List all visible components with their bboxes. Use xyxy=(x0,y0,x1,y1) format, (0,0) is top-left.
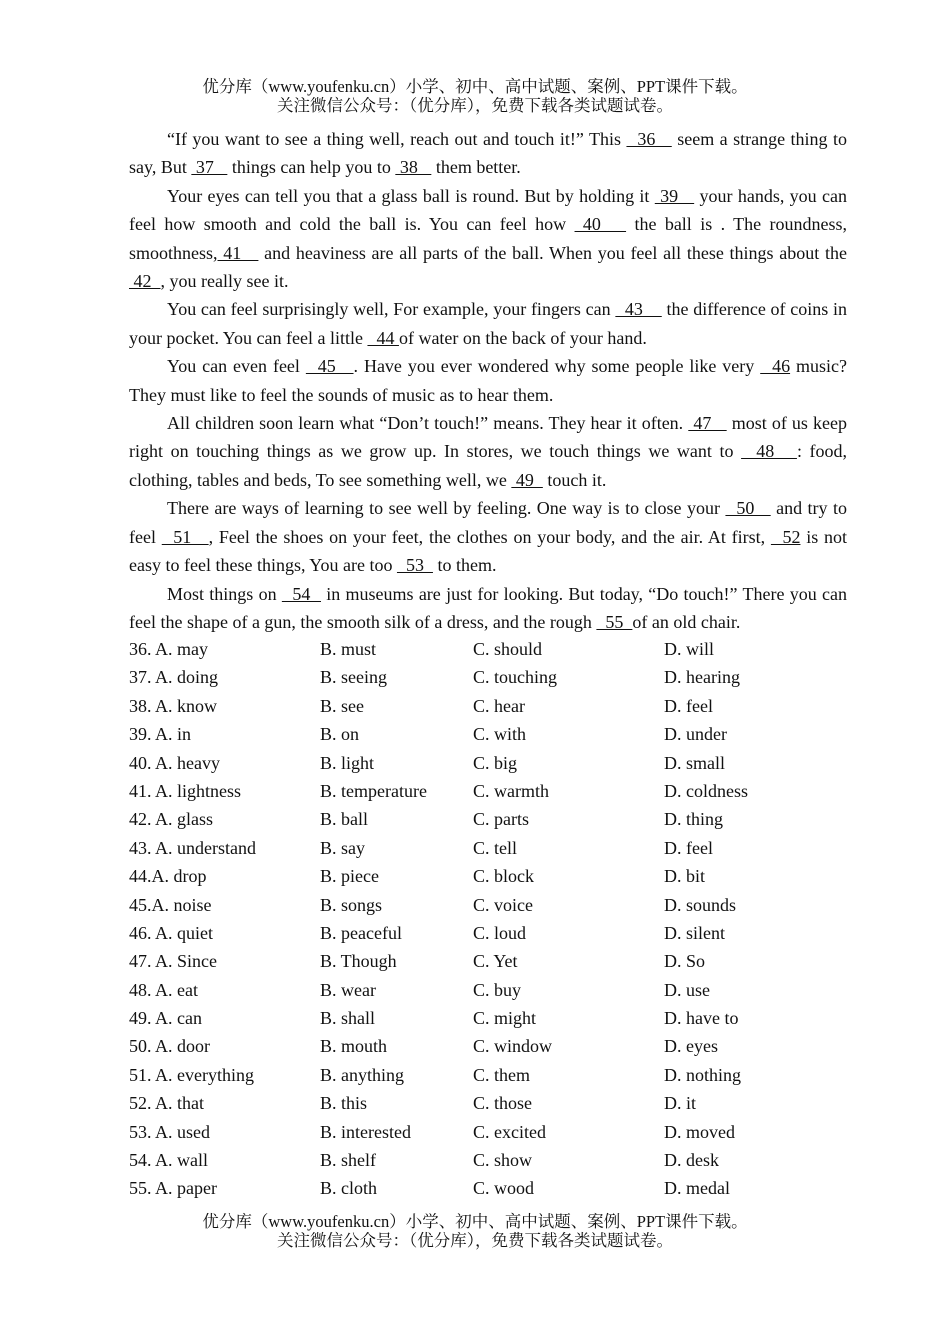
blank-number: 48 xyxy=(741,441,797,462)
option-d: D. feel xyxy=(664,837,713,858)
blank-number: 50 xyxy=(725,498,771,519)
option-d: D. have to xyxy=(664,1008,739,1029)
option-b: B. say xyxy=(320,837,365,858)
blank-number: 40 xyxy=(574,214,627,235)
passage-paragraph xyxy=(129,580,847,637)
option-d: D. nothing xyxy=(664,1064,742,1085)
passage-text: your hands, you can feel how smooth and cold the ball is. You can feel how xyxy=(129,185,847,235)
blank-number: 46 xyxy=(760,356,791,377)
option-c: C. might xyxy=(473,1008,537,1029)
passage-text: . Have you ever wondered why some people like very xyxy=(353,356,761,377)
blank-number: 45 xyxy=(305,356,354,377)
option-a: 54. A. wall xyxy=(129,1150,208,1171)
option-d: D. hearing xyxy=(664,667,740,688)
option-a: 46. A. quiet xyxy=(129,922,213,943)
option-a: 55. A. paper xyxy=(129,1178,217,1199)
option-d: D. sounds xyxy=(664,894,737,915)
page-header xyxy=(0,77,950,115)
passage-text: things can help you to xyxy=(227,157,396,178)
option-a: 40. A. heavy xyxy=(129,752,220,773)
passage-text: , Feel the shoes on your feet, the clothes on your body, and the air. At first, xyxy=(208,526,771,547)
option-b: B. this xyxy=(320,1093,368,1114)
option-b: B. anything xyxy=(320,1064,404,1085)
option-c: C. Yet xyxy=(473,951,518,972)
blank-number: 39 xyxy=(654,185,695,206)
option-row xyxy=(129,891,847,919)
passage-paragraph xyxy=(129,409,847,494)
option-c: C. big xyxy=(473,752,518,773)
option-a: 37. A. doing xyxy=(129,667,219,688)
blank-number: 47 xyxy=(688,413,727,434)
option-row xyxy=(129,777,847,805)
option-b: B. on xyxy=(320,724,360,745)
passage-text: There are ways of learning to see well by feeling. One way is to close your xyxy=(167,498,726,519)
option-b: B. ball xyxy=(320,809,368,830)
header-line-1: 优分库（www.youfenku.cn）小学、初中、高中试题、案例、PPT课件下载。 xyxy=(202,77,748,96)
blank-number: 44 xyxy=(367,327,399,348)
option-row xyxy=(129,947,847,975)
passage-paragraph xyxy=(129,494,847,579)
option-b: B. mouth xyxy=(320,1036,388,1057)
passage-text: Most things on xyxy=(167,583,282,604)
blank-number: 51 xyxy=(161,526,209,547)
option-d: D. small xyxy=(664,752,725,773)
option-row xyxy=(129,749,847,777)
option-c: C. tell xyxy=(473,837,517,858)
option-row xyxy=(129,663,847,691)
option-a: 41. A. lightness xyxy=(129,780,242,801)
passage-text: of water on the back of your hand. xyxy=(398,327,647,348)
option-c: C. with xyxy=(473,724,527,745)
option-d: D. coldness xyxy=(664,780,748,801)
blank-number: 49 xyxy=(511,469,543,490)
option-c: C. buy xyxy=(473,979,522,1000)
option-d: D. So xyxy=(664,951,706,972)
passage-text: You can even feel xyxy=(167,356,306,377)
option-a: 45.A. noise xyxy=(129,894,212,915)
option-d: D. moved xyxy=(664,1121,735,1142)
option-d: D. under xyxy=(664,724,727,745)
option-d: D. desk xyxy=(664,1150,719,1171)
option-row xyxy=(129,1174,847,1202)
option-b: B. shall xyxy=(320,1008,376,1029)
option-a: 43. A. understand xyxy=(129,837,256,858)
passage-text: music? They must like to feel the sounds of music as to hear them. xyxy=(129,356,847,405)
passage-text: touch it. xyxy=(542,469,607,490)
passage-text: to them. xyxy=(432,555,497,576)
option-row xyxy=(129,1061,847,1089)
option-c: C. them xyxy=(473,1064,530,1085)
option-b: B. shelf xyxy=(320,1150,376,1171)
option-a: 42. A. glass xyxy=(129,809,214,830)
option-c: C. window xyxy=(473,1036,553,1057)
blank-number: 42 xyxy=(129,271,161,292)
option-c: C. voice xyxy=(473,894,533,915)
option-c: C. those xyxy=(473,1093,533,1114)
option-row xyxy=(129,805,847,833)
blank-number: 37 xyxy=(191,157,228,178)
passage-text: of an old chair. xyxy=(632,611,741,632)
option-b: B. songs xyxy=(320,894,383,915)
option-b: B. peaceful xyxy=(320,922,402,943)
passage-text: You can feel surprisingly well, For example, your fingers can xyxy=(167,299,616,320)
option-d: D. medal xyxy=(664,1178,730,1199)
passage-text: and try to feel xyxy=(129,498,847,547)
passage-text: seem a strange thing to say, But xyxy=(129,129,847,178)
blank-number: 54 xyxy=(281,583,321,604)
option-row xyxy=(129,1004,847,1032)
blank-number: 55 xyxy=(596,611,633,632)
option-a: 48. A. eat xyxy=(129,979,198,1000)
option-d: D. it xyxy=(664,1093,697,1114)
passage-text: the difference of coins in your pocket. You can feel a little xyxy=(129,299,847,348)
cloze-passage xyxy=(129,125,847,636)
option-c: C. warmth xyxy=(473,780,549,801)
option-c: C. touching xyxy=(473,667,557,688)
option-b: B. piece xyxy=(320,866,379,887)
option-a: 50. A. door xyxy=(129,1036,210,1057)
option-a: 51. A. everything xyxy=(129,1064,254,1085)
blank-number: 53 xyxy=(396,555,433,576)
option-row xyxy=(129,919,847,947)
footer-line-1: 优分库（www.youfenku.cn）小学、初中、高中试题、案例、PPT课件下载。 xyxy=(202,1212,748,1231)
option-row xyxy=(129,1032,847,1060)
header-line-2: 关注微信公众号：（优分库），免费下载各类试题试卷。 xyxy=(277,96,673,115)
option-a: 36. A. may xyxy=(129,639,208,659)
blank-number: 52 xyxy=(770,526,801,547)
blank-number: 43 xyxy=(615,299,662,320)
option-b: B. cloth xyxy=(320,1178,377,1199)
option-c: C. parts xyxy=(473,809,529,830)
passage-text: them better. xyxy=(431,157,521,178)
passage-paragraph xyxy=(129,182,847,296)
passage-text: Your eyes can tell you that a glass ball is round. But by holding it xyxy=(167,185,655,206)
option-c: C. wood xyxy=(473,1178,535,1199)
option-b: B. temperature xyxy=(320,780,427,801)
option-a: 49. A. can xyxy=(129,1008,202,1029)
option-row xyxy=(129,635,847,663)
passage-text: most of us keep right on touching things as we grow up. In stores, we touch things we want to xyxy=(129,413,848,462)
option-d: D. will xyxy=(664,639,715,659)
blank-number: 41 xyxy=(217,242,259,263)
option-row xyxy=(129,976,847,1004)
passage-paragraph xyxy=(129,352,847,409)
option-row xyxy=(129,834,847,862)
option-row xyxy=(129,1146,847,1174)
blank-number: 36 xyxy=(626,129,672,149)
option-b: B. see xyxy=(320,695,364,716)
option-row xyxy=(129,720,847,748)
option-d: D. eyes xyxy=(664,1036,718,1057)
option-a: 52. A. that xyxy=(129,1093,204,1114)
passage-text: : food, clothing, tables and beds, To see something well, we xyxy=(129,441,848,490)
option-b: B. must xyxy=(320,639,377,659)
option-b: B. interested xyxy=(320,1121,411,1142)
option-a: 53. A. used xyxy=(129,1121,210,1142)
option-a: 39. A. in xyxy=(129,724,192,745)
option-d: D. feel xyxy=(664,695,713,716)
passage-paragraph xyxy=(129,295,847,352)
option-b: B. light xyxy=(320,752,375,773)
passage-text: is not easy to feel these things, You are too xyxy=(129,526,847,576)
footer-line-2: 关注微信公众号：（优分库），免费下载各类试题试卷。 xyxy=(277,1231,673,1250)
passage-text: “If you want to see a thing well, reach out and touch it!” This xyxy=(167,129,627,149)
option-row xyxy=(129,692,847,720)
blank-number: 38 xyxy=(395,157,432,178)
option-b: B. wear xyxy=(320,979,376,1000)
option-b: B. Though xyxy=(320,951,397,972)
option-c: C. excited xyxy=(473,1121,546,1142)
passage-text: the ball is . The roundness, smoothness, xyxy=(129,214,847,263)
passage-text: in museums are just for looking. But today, “Do touch!” There you can feel the shape of a gun, the smooth silk of a dress, and the rough xyxy=(129,583,847,632)
option-d: D. silent xyxy=(664,922,725,943)
option-c: C. should xyxy=(473,639,543,659)
page-footer xyxy=(0,1212,950,1250)
option-c: C. block xyxy=(473,866,534,887)
option-d: D. use xyxy=(664,979,710,1000)
option-row xyxy=(129,1089,847,1117)
passage-text: and heaviness are all parts of the ball. When you feel all these things about the xyxy=(258,242,847,263)
option-row xyxy=(129,1118,847,1146)
passage-text: , you really see it. xyxy=(160,271,289,292)
option-c: C. loud xyxy=(473,922,527,943)
option-c: C. hear xyxy=(473,695,525,716)
option-c: C. show xyxy=(473,1150,533,1171)
option-row xyxy=(129,862,847,890)
option-d: D. bit xyxy=(664,866,706,887)
option-b: B. seeing xyxy=(320,667,387,688)
option-d: D. thing xyxy=(664,809,724,830)
option-a: 44.A. drop xyxy=(129,866,207,887)
passage-paragraph xyxy=(129,125,847,182)
option-a: 38. A. know xyxy=(129,695,218,716)
passage-text: All children soon learn what “Don’t touch!” means. They hear it often. xyxy=(167,413,689,434)
answer-options-table xyxy=(129,635,847,1203)
option-a: 47. A. Since xyxy=(129,951,217,972)
